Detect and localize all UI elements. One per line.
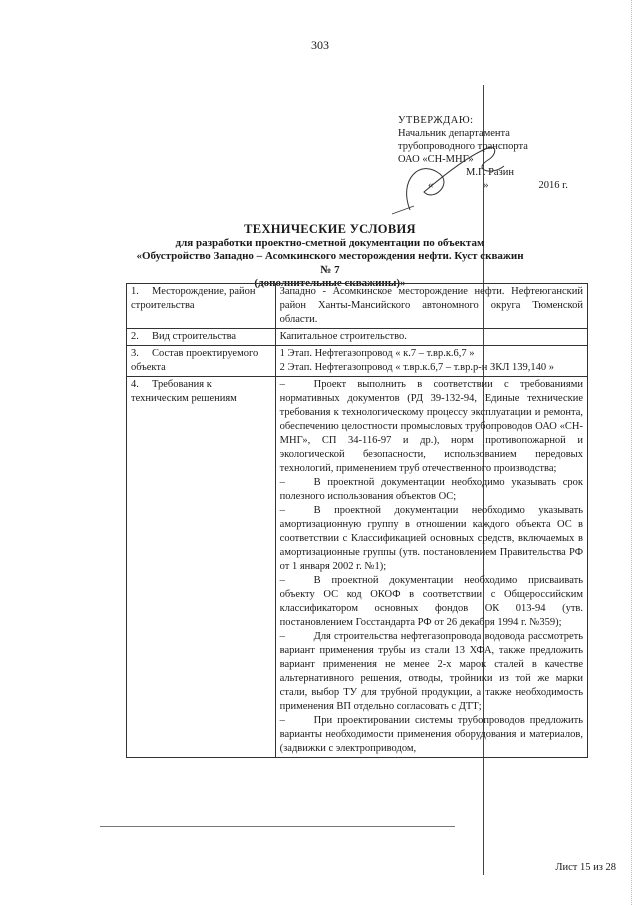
page-number: 303	[311, 38, 329, 52]
row-number: 2.	[131, 331, 139, 342]
row-parameter	[127, 329, 276, 346]
footer-divider	[100, 826, 455, 827]
row-value	[275, 346, 587, 377]
table-row	[127, 346, 588, 377]
row-parameter-text: Требования к техническим решениям	[131, 379, 237, 404]
signature-mark	[380, 130, 515, 215]
object-stage-2: 2 Этап. Нефтегазопровод « т.вр.к.6,7 – т.вр.р-н ЗКЛ 139,140 »	[279, 362, 554, 373]
approval-word: УТВЕРЖДАЮ:	[398, 115, 474, 126]
row-value: Капитальное строительство.	[275, 329, 587, 346]
document-object-name-cont: (дополнительные скважины)»	[254, 277, 406, 289]
approval-department: трубопроводного транспорта	[398, 141, 528, 152]
approval-position: Начальник департамента	[398, 128, 510, 139]
row-number: 3.	[131, 348, 139, 359]
table-row	[127, 284, 588, 329]
row-value: Западно - Асомкинское месторождение нефти. Нефтеюганский район Ханты-Мансийского автономного округа Тюменской области.	[275, 284, 587, 329]
approval-date-open-quote: «	[428, 180, 434, 191]
row-parameter	[127, 377, 276, 758]
requirement-item: – При проектировании системы трубопроводов предложить варианты необходимости применения оборудования и материалов, (задвижки с электроприводом,	[279, 715, 583, 754]
conditions-table	[126, 283, 588, 758]
requirement-item: – Для строительства нефтегазопровода водовода рассмотреть вариант применения трубы из стали 13 ХФА, также предложить вариант применения не менее 2-х марок сталей в качестве альтернативного решения, отводы, тройники из той же марки стали, выбор ТУ для трубной продукции, а также необходимость применения ВП отдельно согласовать с ДТТ;	[279, 631, 583, 712]
object-stage-1: 1 Этап. Нефтегазопровод « к.7 – т.вр.к.6,7 »	[279, 348, 475, 359]
sheet-counter: Лист 15 из 28	[555, 862, 616, 873]
approval-company: ОАО «СН-МНГ»	[398, 154, 474, 165]
row-number: 1.	[131, 286, 139, 297]
row-number: 4.	[131, 379, 139, 390]
document-heading	[130, 223, 530, 291]
requirement-item: – В проектной документации необходимо присваивать объекту ОС код ОКОФ в соответствии с Общероссийским классификатором основных фондов ОК 013-94 (утв. постановлением Госстандарта РФ от 26 декабря 1994 г. №359);	[279, 575, 583, 628]
row-parameter	[127, 346, 276, 377]
scan-margin-line	[631, 0, 632, 905]
row-parameter-text: Состав проектируемого объекта	[131, 348, 259, 373]
approval-date-year: 2016 г.	[538, 180, 568, 191]
row-parameter-text: Вид строительства	[152, 331, 237, 342]
row-parameter	[127, 284, 276, 329]
document-subtitle: для разработки проектно-сметной документации по объектам	[175, 236, 485, 249]
table-row	[127, 377, 588, 758]
row-value	[275, 377, 587, 758]
approval-signature-name: М.Г. Разин	[466, 167, 514, 178]
document-object-name: «Обустройство Западно – Асомкинского месторождения нефти. Куст скважин № 7	[136, 250, 524, 276]
requirement-item: – В проектной документации необходимо указывать амортизационную группу в отношении каждого объекта ОС в соответствии с Классификацией основных средств, включаемых в амортизационные группы (утв. постановлением Правительства РФ от 1 января 2002 г. №1);	[279, 505, 583, 572]
approval-date-close-quote: »	[483, 180, 489, 191]
row-parameter-text: Месторождение, район строительства	[131, 286, 256, 311]
requirement-item: – Проект выполнить в соответствии с требованиями нормативных документов (РД 39-132-94, Единые технические требования к технологическому процессу эксплуатации и ремонта, обеспечению целостности промысловых трубопроводов ОАО «СН-МНГ», СП 34-116-97 и др.), норм противопожарной и экологической безопасности, использованием передовых технологий, применением труб отечественного производства;	[279, 379, 583, 474]
requirement-item: – В проектной документации необходимо указывать срок полезного использования объектов ОС;	[279, 477, 583, 502]
table-row	[127, 329, 588, 346]
document-title: ТЕХНИЧЕСКИЕ УСЛОВИЯ	[244, 222, 416, 236]
